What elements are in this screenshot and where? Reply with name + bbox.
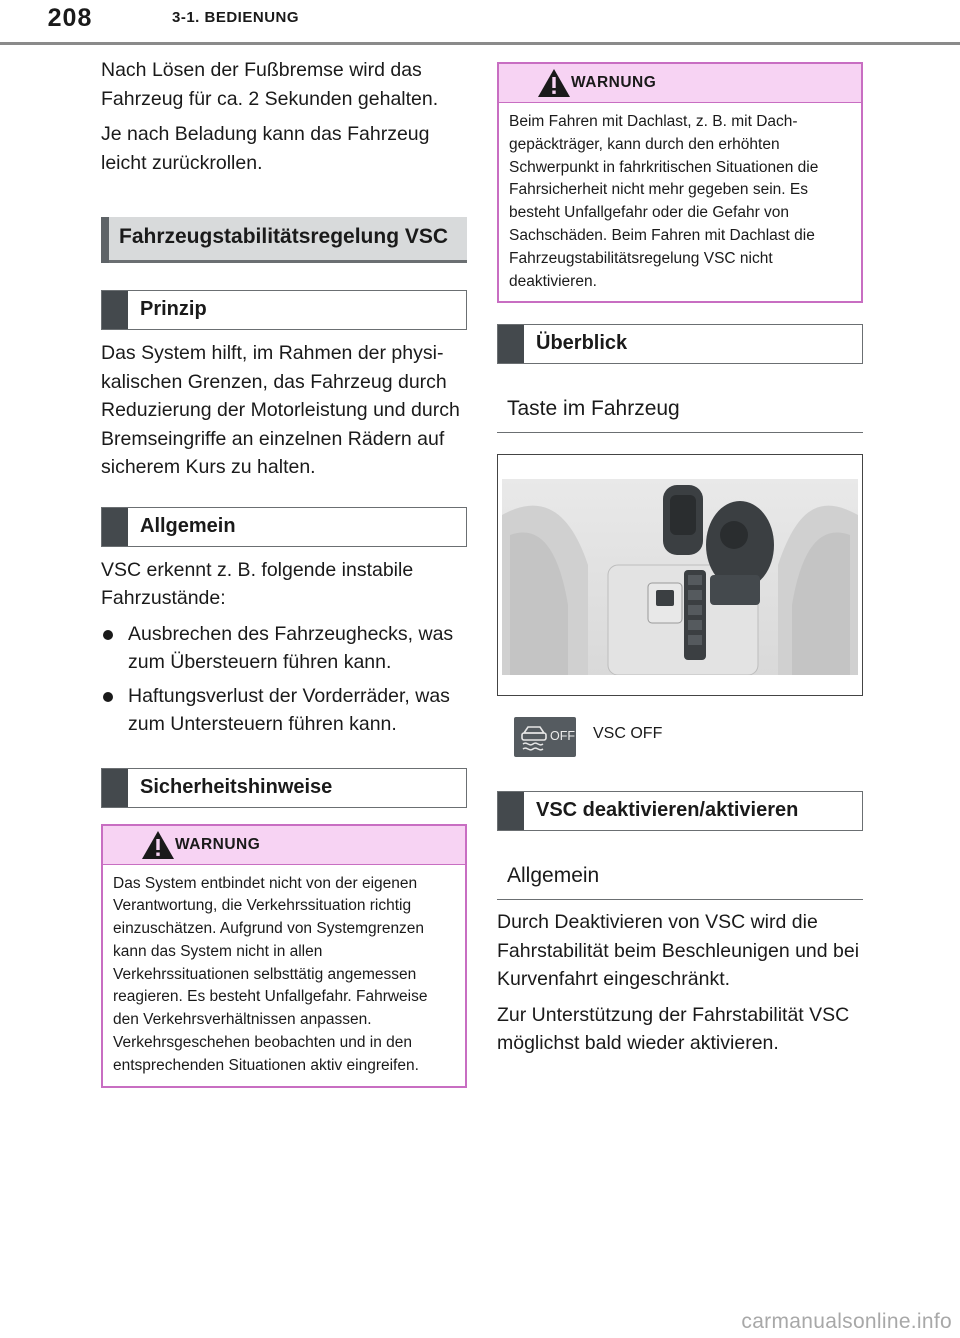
warning-text: Beim Fahren mit Dachlast, z. B. mit Dachgepäckträger, kann durch den erhöhten Schwerpunkt in fahrkritischen Situationen die Fahrsicherheit nicht mehr gegeben sein. Es besteht Unfallgefahr oder die Gefahr von Sachschäden. Beim Fahren mit Dachlast die Fahrzeugstabilitätsregelung VSC nicht deaktivieren. bbox=[509, 113, 819, 290]
heading-allgemein: Allgemein bbox=[497, 859, 863, 900]
vsc-off-button-icon bbox=[514, 717, 576, 757]
warning-box-right bbox=[497, 62, 863, 303]
warning-label: WARNUNG bbox=[571, 74, 657, 91]
page-number: 208 bbox=[47, 4, 93, 32]
vsc-off-icon-text: OFF bbox=[550, 729, 575, 744]
warning-label: WARNUNG bbox=[175, 835, 261, 853]
subheading-deactivate bbox=[497, 791, 863, 831]
subheading-allgemein bbox=[101, 507, 467, 547]
subheading-safety-text: Sicherheitshinweise bbox=[140, 775, 333, 798]
warning-text: Das System entbindet nicht von der eigenen Verantwortung, die Verkehrssituation richtig einzuschätzen. Aufgrund von Systemgrenzen kann das System nicht in allen Verkehrssituationen selbsttätig angemessen reagieren. Es besteht Unfallgefahr. Fahrweise den Verkehrsverhältnissen anpassen. Verkehrsgeschehen beobachten und in den entsprechenden Situationen aktiv eingreifen. bbox=[113, 874, 428, 1074]
warning-header bbox=[103, 826, 465, 865]
center-console-illustration bbox=[498, 455, 862, 695]
prinzip-paragraph: Das System hilft, im Rahmen der physikalischen Grenzen, das Fahrzeug durch Reduzierung der Motorleistung und durch Bremseingriffe an einzelnen Rädern auf sicherem Kurs zu halten. bbox=[101, 342, 460, 478]
intro-paragraph-2: Je nach Beladung kann das Fahrzeug leicht zurückrollen. bbox=[101, 123, 430, 174]
deactivate-paragraph-2: Zur Unterstützung der Fahrstabilität VSC möglichst bald wieder aktivieren. bbox=[497, 1003, 850, 1055]
list-item: Ausbrechen des Fahrzeughecks, was zum Übersteuern führen kann. bbox=[101, 620, 467, 677]
section-heading-vsc bbox=[101, 217, 467, 263]
section-heading-text: Fahrzeugstabilitätsregelung VSC bbox=[119, 225, 449, 248]
instability-list bbox=[101, 620, 467, 739]
warning-triangle-icon bbox=[537, 68, 571, 98]
console-photo bbox=[497, 454, 863, 696]
watermark: carmanualsonline.info bbox=[741, 1310, 952, 1333]
subheading-allgemein-text: Allgemein bbox=[140, 514, 236, 537]
left-column bbox=[101, 56, 467, 1088]
intro-paragraph-1: Nach Lösen der Fußbremse wird das Fahrzeug für ca. 2 Sekunden gehalten. bbox=[101, 59, 439, 110]
subheading-overview bbox=[497, 324, 863, 364]
subheading-overview-text: Überblick bbox=[536, 332, 628, 355]
chapter-title: 3-1. BEDIENUNG bbox=[172, 9, 300, 26]
list-item: Haftungsverlust der Vorderräder, was zum Untersteuern führen kann. bbox=[101, 682, 467, 739]
subheading-prinzip bbox=[101, 290, 467, 330]
warning-header bbox=[499, 64, 861, 103]
header-rule bbox=[0, 42, 960, 45]
warning-box-left bbox=[101, 824, 467, 1088]
deactivate-paragraph-1: Durch Deaktivieren von VSC wird die Fahrstabilität beim Beschleunigen und bei Kurvenfahrt eingeschränkt. bbox=[497, 911, 860, 991]
warning-triangle-icon bbox=[141, 830, 175, 860]
heading-taste-im-fahrzeug: Taste im Fahrzeug bbox=[497, 392, 863, 433]
right-column bbox=[497, 62, 863, 1065]
vsc-off-caption: VSC OFF bbox=[593, 725, 663, 743]
subheading-prinzip-text: Prinzip bbox=[140, 298, 207, 320]
allgemein-paragraph: VSC erkennt z. B. folgende instabile Fahrzustände: bbox=[101, 558, 414, 609]
subheading-deactivate-text: VSC deaktivieren/aktivieren bbox=[536, 799, 799, 822]
subheading-safety bbox=[101, 768, 467, 808]
vsc-off-legend bbox=[497, 717, 863, 759]
